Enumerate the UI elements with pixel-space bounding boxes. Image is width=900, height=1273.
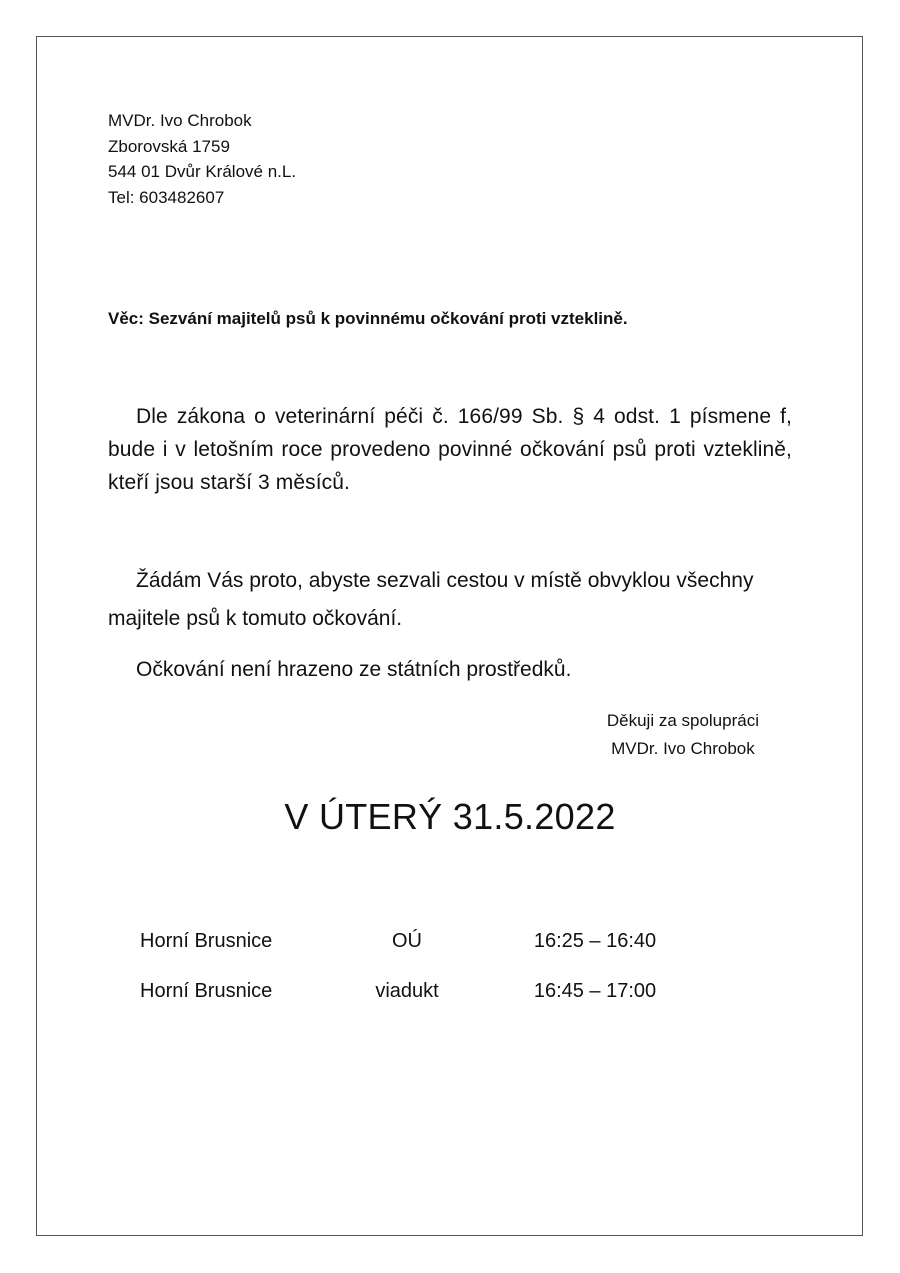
signature-thanks: Děkuji za spolupráci [606,711,759,730]
paragraph-request: Žádám Vás proto, abyste sezvali cestou v místě obvyklou všechny majitele psů k tomuto očkování. [108,569,754,630]
paragraph-payment: Očkování není hrazeno ze státních prostředků. [136,658,572,681]
schedule-time: 16:45 – 17:00 [533,980,657,1002]
sender-street: Zborovská 1759 [108,136,230,156]
signature-name: MVDr. Ivo Chrobok [611,739,755,758]
sender-address [108,108,296,210]
sender-name: MVDr. Ivo Chrobok [108,111,252,130]
schedule-location: viadukt [375,980,439,1002]
paragraph-law: Dle zákona o veterinární péči č. 166/99 Sb. § 4 odst. 1 písmene f, bude i v letošním roce provedeno povinné očkování psů proti vzteklině, kteří jsou starší 3 měsíců. [108,405,792,494]
subject-line: Věc: Sezvání majitelů psů k povinnému očkování proti vzteklině. [108,309,628,328]
sender-city: 544 01 Dvůr Králové n.L. [108,162,297,181]
sender-phone: Tel: 603482607 [108,187,225,207]
schedule-location: OÚ [392,930,422,952]
signature-block [607,707,759,763]
schedule-place: Horní Brusnice [140,980,273,1002]
vaccination-date-heading: V ÚTERÝ 31.5.2022 [284,796,616,837]
schedule-time: 16:25 – 16:40 [533,930,657,952]
schedule-place: Horní Brusnice [140,930,273,952]
